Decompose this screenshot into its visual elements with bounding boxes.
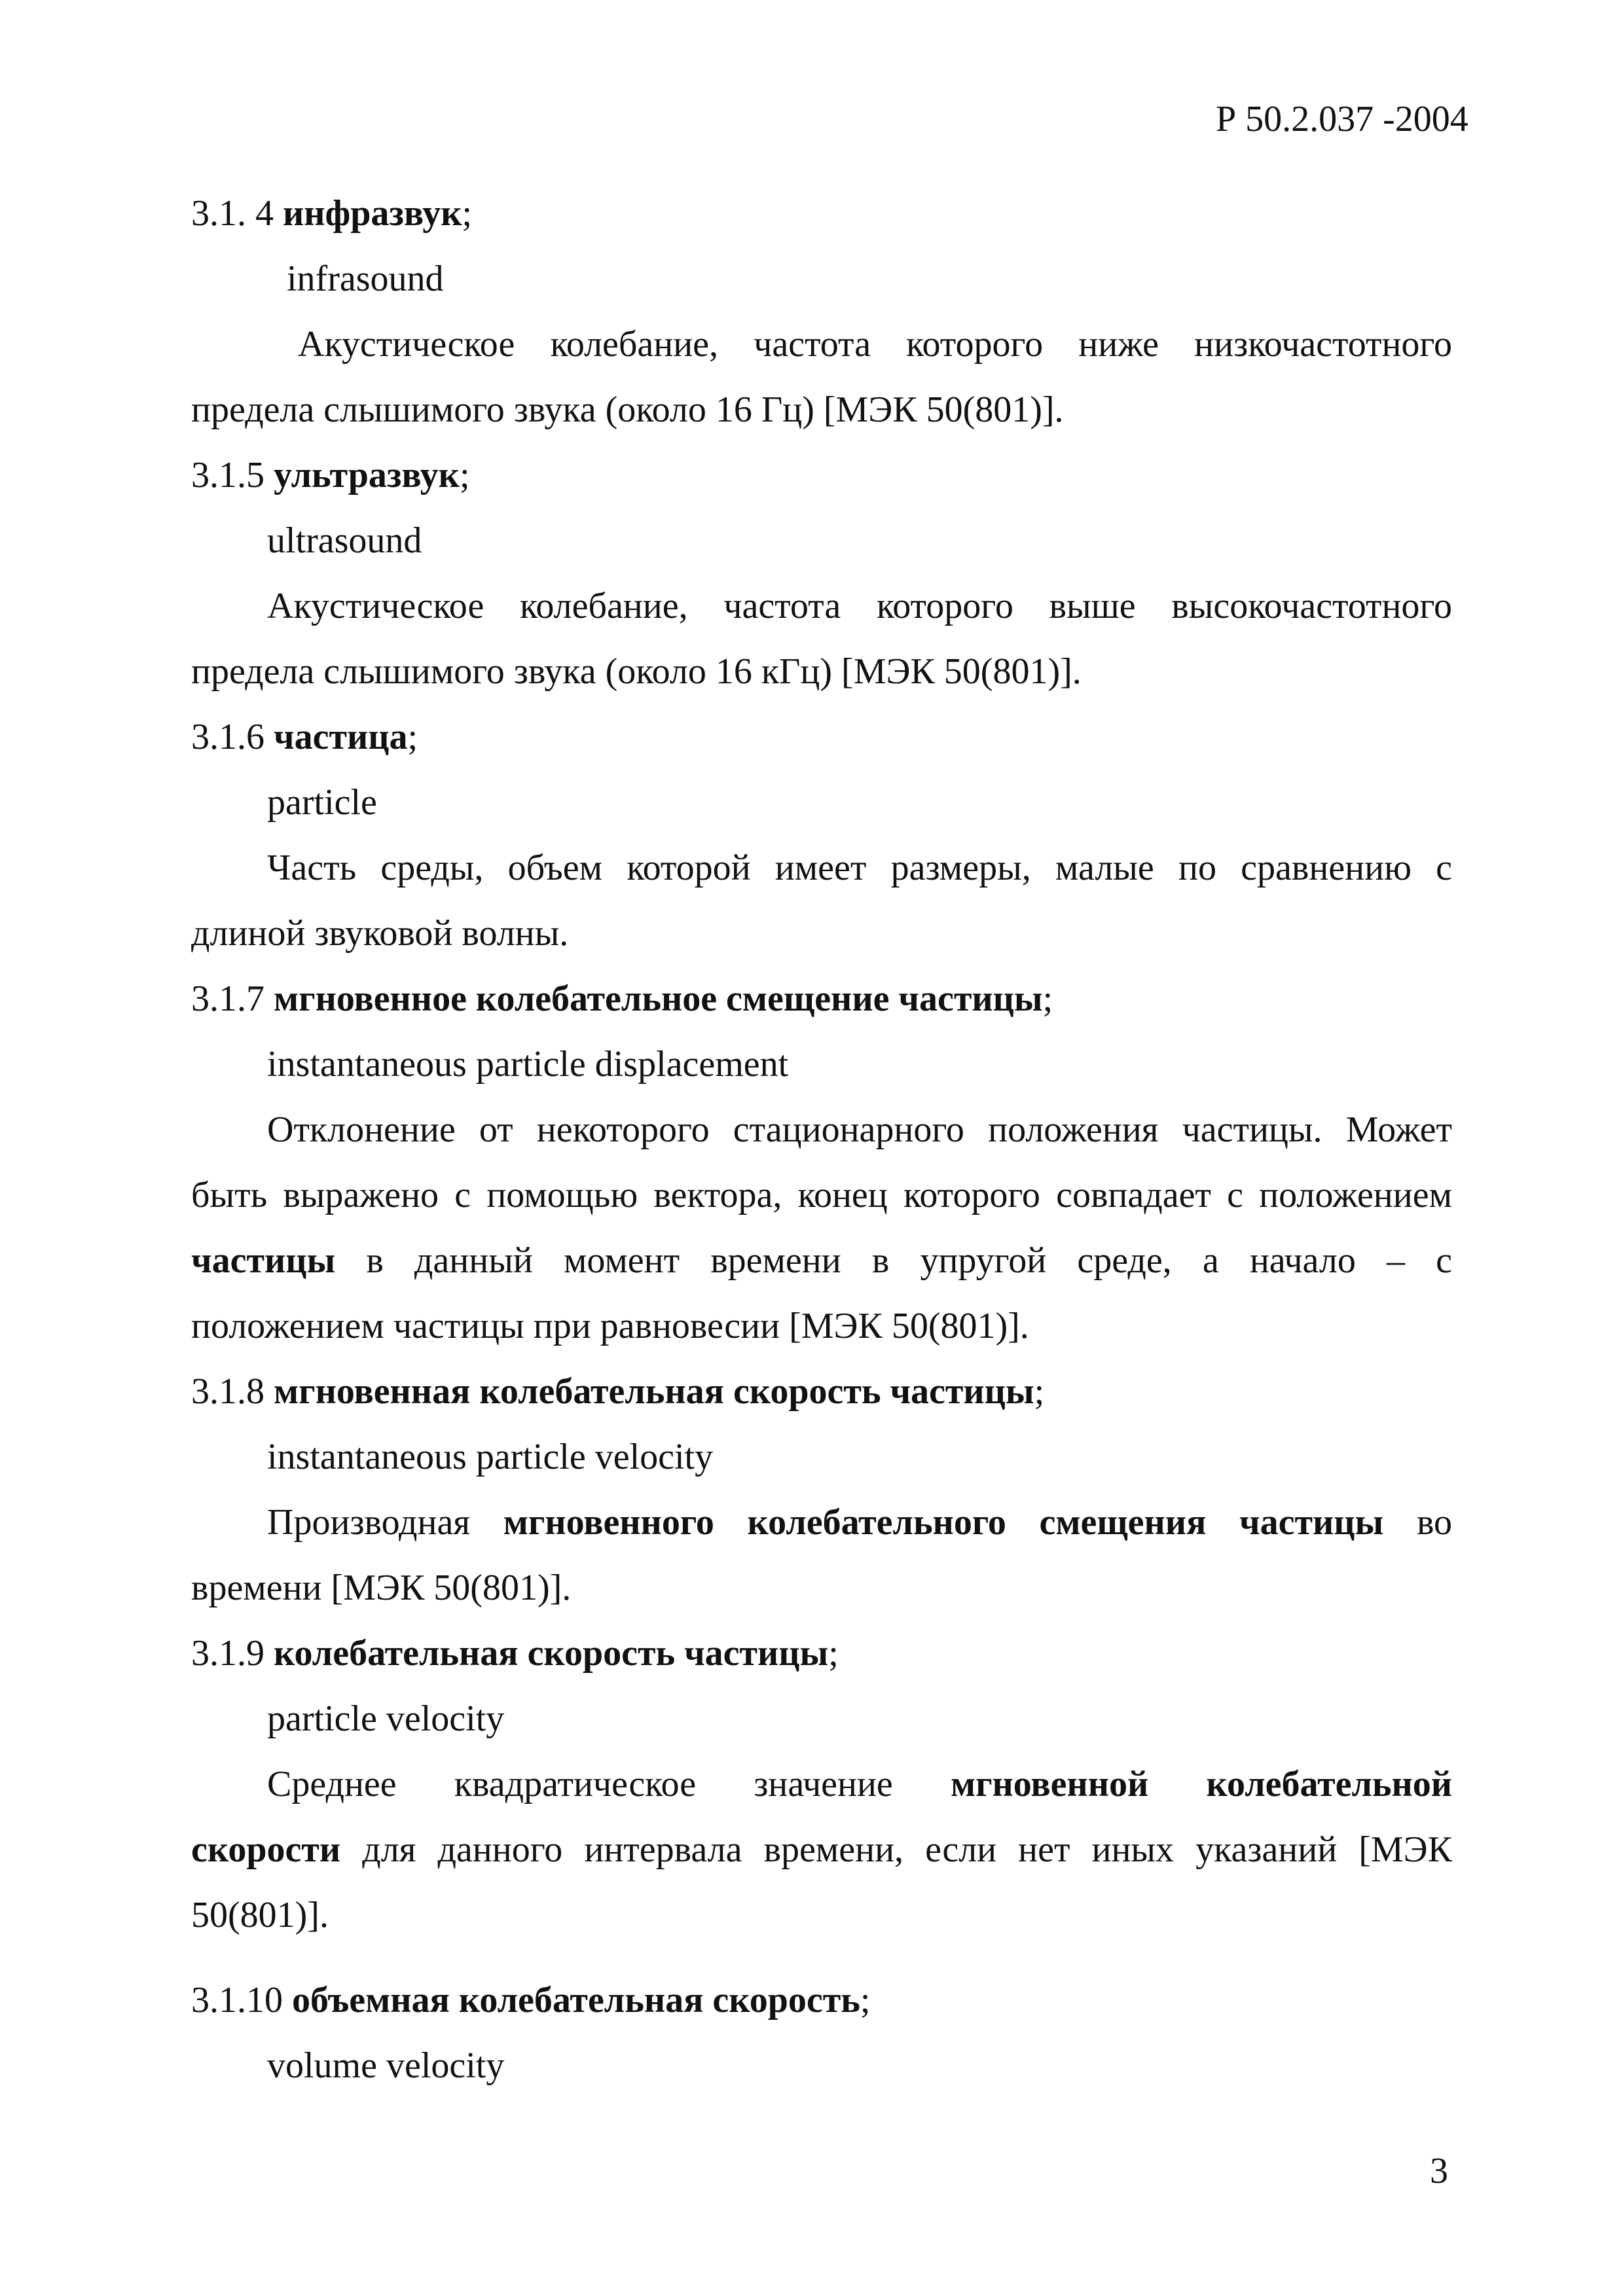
term-number: 3.1.9 (191, 1633, 264, 1674)
term-english: particle (267, 782, 377, 823)
term-reference: мгновенной колебательной (950, 1764, 1452, 1804)
definition-line (191, 1829, 1452, 1871)
definition-line (267, 1501, 1452, 1543)
definition-text: во (1416, 1502, 1452, 1543)
term-title: мгновенное колебательное смещение частицы (274, 978, 1043, 1019)
definition-line: быть выражено с помощью вектора, конец которого совпадает с положением (191, 1175, 1452, 1215)
term-english: volume velocity (267, 2045, 505, 2086)
term-heading (191, 454, 470, 496)
term-separator: ; (459, 455, 470, 495)
term-number: 3.1.10 (191, 1980, 283, 2020)
term-english: instantaneous particle velocity (267, 1437, 714, 1477)
term-separator: ; (828, 1633, 839, 1674)
term-title: объемная колебательная скорость (292, 1980, 860, 2020)
term-number: 3.1.5 (191, 455, 264, 495)
definition-line: Часть среды, объем которой имеет размеры, малые по сравнению с (267, 848, 1452, 888)
term-english: particle velocity (267, 1698, 505, 1739)
term-heading (191, 1979, 870, 2021)
term-separator: ; (407, 717, 418, 757)
definition-text: для данного интервала времени, если нет иных указаний [МЭК (362, 1829, 1453, 1870)
definition-line: предела слышимого звука (около 16 Гц) [МЭК 50(801)]. (191, 389, 1064, 430)
term-reference: скорости (191, 1829, 341, 1870)
definition-line: 50(801)]. (191, 1895, 329, 1935)
term-heading (191, 716, 418, 758)
definition-line: Акустическое колебание, частота которого выше высокочастотного (267, 586, 1452, 626)
term-title: инфразвук (283, 193, 462, 234)
term-english: instantaneous particle displacement (267, 1044, 789, 1085)
term-separator: ; (1034, 1371, 1045, 1412)
term-separator: ; (1042, 978, 1053, 1019)
term-separator: ; (462, 193, 473, 234)
definition-text: в данный момент времени в упругой среде, а начало – с (366, 1240, 1452, 1281)
term-title: ультразвук (274, 455, 460, 495)
term-title: мгновенная колебательная скорость частицы (274, 1371, 1034, 1412)
term-title: колебательная скорость частицы (274, 1633, 829, 1674)
definition-line: Отклонение от некоторого стационарного положения частицы. Может (267, 1109, 1452, 1150)
term-english: ultrasound (267, 520, 422, 561)
definition-line: времени [МЭК 50(801)]. (191, 1568, 572, 1608)
term-heading (191, 978, 1053, 1020)
term-separator: ; (860, 1980, 871, 2020)
definition-text: Среднее квадратическое значение (267, 1764, 893, 1804)
page-number: 3 (1430, 2151, 1448, 2191)
term-number: 3.1. 4 (191, 193, 274, 234)
term-heading (191, 1371, 1044, 1412)
definition-line (267, 1763, 1452, 1805)
definition-line (191, 1240, 1452, 1282)
definition-line: положением частицы при равновесии [МЭК 50(801)]. (191, 1306, 1029, 1346)
definition-line: длиной звуковой волны. (191, 913, 569, 954)
definition-text: Производная (267, 1502, 471, 1543)
term-reference: частицы (191, 1240, 336, 1281)
term-english: infrasound (287, 259, 444, 299)
term-heading (191, 192, 472, 234)
term-number: 3.1.7 (191, 978, 264, 1019)
term-number: 3.1.6 (191, 717, 264, 757)
definition-line: предела слышимого звука (около 16 кГц) [МЭК 50(801)]. (191, 651, 1082, 692)
term-title: частица (274, 717, 408, 757)
document-number: Р 50.2.037 -2004 (1216, 99, 1468, 139)
term-heading (191, 1632, 839, 1674)
term-reference: мгновенного колебательного смещения частицы (503, 1502, 1384, 1543)
definition-line: Акустическое колебание, частота которого ниже низкочастотного (298, 324, 1452, 365)
term-number: 3.1.8 (191, 1371, 264, 1412)
